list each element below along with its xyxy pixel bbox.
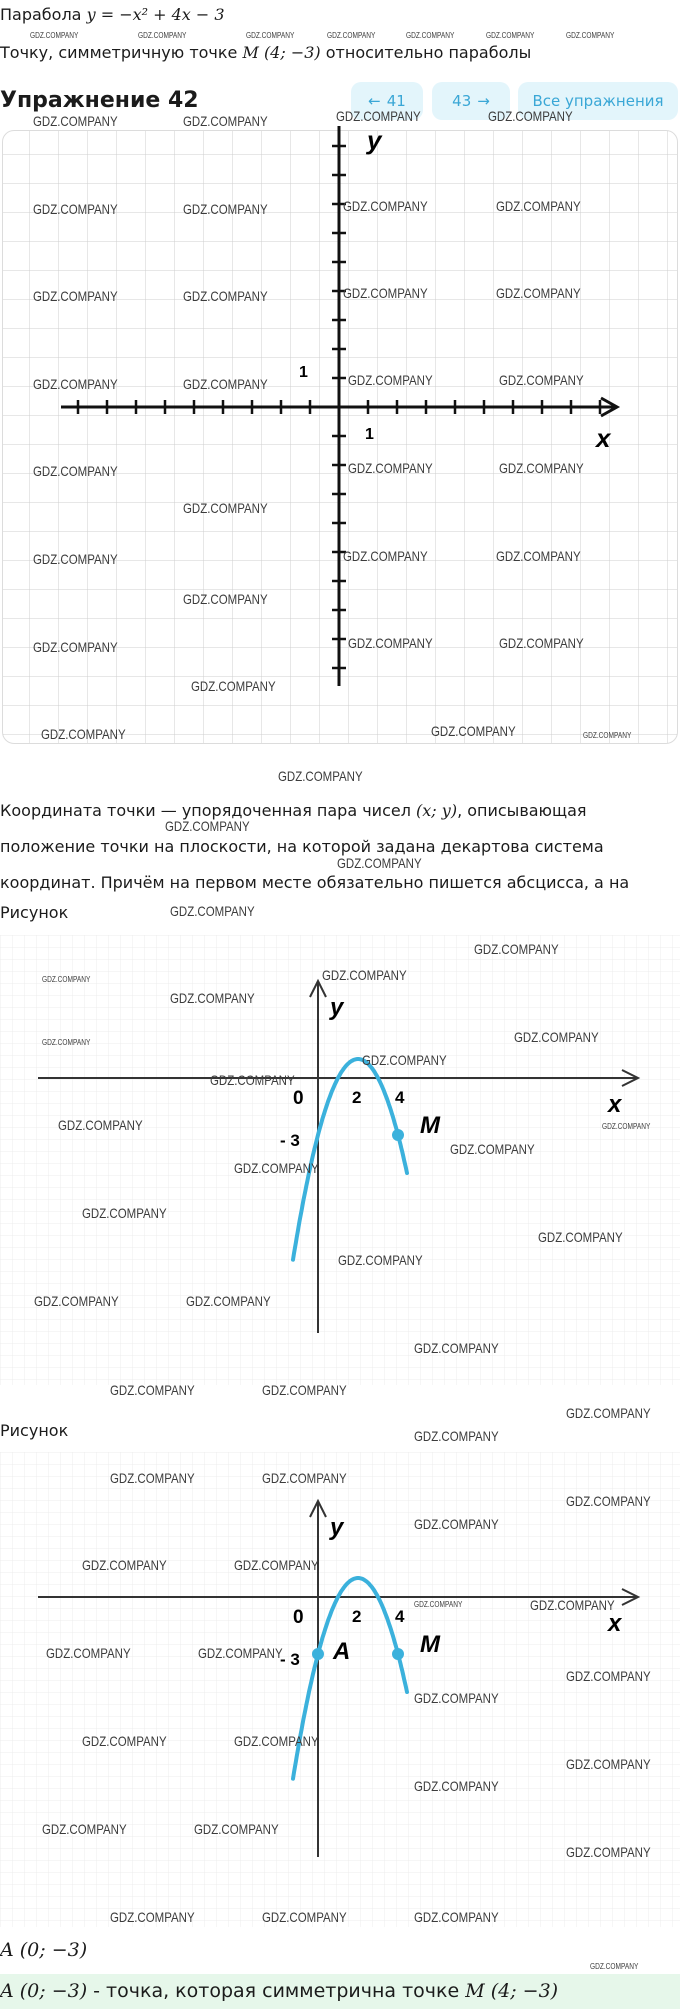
- watermark: GDZ.COMPANY: [499, 460, 584, 476]
- watermark: GDZ.COMPANY: [183, 113, 268, 129]
- watermark: GDZ.COMPANY: [499, 372, 584, 388]
- figure1-tick-2: 2: [352, 1088, 362, 1107]
- figure2-tick-4: 4: [395, 1607, 405, 1626]
- watermark: GDZ.COMPANY: [488, 108, 573, 124]
- watermark: GDZ.COMPANY: [566, 1844, 651, 1860]
- watermark: GDZ.COMPANY: [414, 1600, 463, 1609]
- watermark: GDZ.COMPANY: [262, 1470, 347, 1486]
- watermark: GDZ.COMPANY: [183, 201, 268, 217]
- watermark: GDZ.COMPANY: [496, 285, 581, 301]
- watermark: GDZ.COMPANY: [234, 1557, 319, 1573]
- watermark: GDZ.COMPANY: [170, 990, 255, 1006]
- watermark: GDZ.COMPANY: [33, 113, 118, 129]
- watermark: GDZ.COMPANY: [191, 678, 276, 694]
- watermark: GDZ.COMPANY: [82, 1733, 167, 1749]
- watermark: GDZ.COMPANY: [41, 726, 126, 742]
- watermark: GDZ.COMPANY: [34, 1293, 119, 1309]
- watermark: GDZ.COMPANY: [234, 1160, 319, 1176]
- watermark: GDZ.COMPANY: [183, 376, 268, 392]
- watermark: GDZ.COMPANY: [327, 31, 376, 40]
- figure2-y-label: y: [330, 1514, 344, 1541]
- watermark: GDZ.COMPANY: [337, 855, 422, 871]
- watermark: GDZ.COMPANY: [414, 1778, 499, 1794]
- watermark: GDZ.COMPANY: [183, 591, 268, 607]
- watermark: GDZ.COMPANY: [348, 635, 433, 651]
- figure1: [0, 935, 680, 1385]
- watermark: GDZ.COMPANY: [58, 1117, 143, 1133]
- watermark: GDZ.COMPANY: [414, 1909, 499, 1925]
- watermark: GDZ.COMPANY: [198, 1645, 283, 1661]
- watermark: GDZ.COMPANY: [246, 31, 295, 40]
- watermark: GDZ.COMPANY: [343, 285, 428, 301]
- watermark: GDZ.COMPANY: [496, 548, 581, 564]
- watermark: GDZ.COMPANY: [414, 1516, 499, 1532]
- paragraph-line-2: положение точки на плоскости, на которой задана декартова система: [0, 837, 604, 856]
- watermark: GDZ.COMPANY: [362, 1052, 447, 1068]
- watermark: GDZ.COMPANY: [262, 1909, 347, 1925]
- figure2-label-m: M: [420, 1631, 440, 1658]
- task-statement: [0, 42, 531, 64]
- final-answer-text: - точка, которая симметрична точке: [87, 1980, 466, 2002]
- watermark: GDZ.COMPANY: [338, 1252, 423, 1268]
- watermark: GDZ.COMPANY: [566, 31, 615, 40]
- watermark: GDZ.COMPANY: [33, 639, 118, 655]
- watermark: GDZ.COMPANY: [414, 1340, 499, 1356]
- figure1-tick-4: 4: [395, 1088, 405, 1107]
- watermark: GDZ.COMPANY: [602, 1122, 651, 1131]
- figure1-plot: [0, 935, 680, 1385]
- watermark: GDZ.COMPANY: [46, 1645, 131, 1661]
- problem-prefix: Парабола: [0, 5, 87, 24]
- figure1-tick-minus3: - 3: [280, 1131, 300, 1150]
- watermark: GDZ.COMPANY: [82, 1205, 167, 1221]
- problem-formula: y = −x² + 4x − 3: [86, 5, 225, 24]
- watermark: GDZ.COMPANY: [138, 31, 187, 40]
- watermark: GDZ.COMPANY: [33, 463, 118, 479]
- watermark: GDZ.COMPANY: [186, 1293, 271, 1309]
- watermark: GDZ.COMPANY: [262, 1382, 347, 1398]
- watermark: GDZ.COMPANY: [343, 198, 428, 214]
- paragraph-line-1: Координата точки — упорядоченная пара чисел (x; y), описывающая: [0, 801, 587, 820]
- arrow-right-icon: →: [477, 92, 490, 110]
- x-axis-label: x: [596, 423, 611, 453]
- figure1-origin-label: 0: [293, 1088, 304, 1109]
- task-suffix: относительно параболы: [320, 43, 532, 62]
- watermark: GDZ.COMPANY: [414, 1428, 499, 1444]
- watermark: GDZ.COMPANY: [278, 768, 363, 784]
- figure2-point-m: [392, 1648, 404, 1660]
- watermark: GDZ.COMPANY: [42, 1038, 91, 1047]
- watermark: GDZ.COMPANY: [566, 1493, 651, 1509]
- watermark: GDZ.COMPANY: [514, 1029, 599, 1045]
- watermark: GDZ.COMPANY: [486, 31, 535, 40]
- y-axis-label: y: [367, 125, 382, 155]
- next-exercise-label: 43: [452, 92, 472, 110]
- paragraph-line-3: координат. Причём на первом месте обязательно пишется абсцисса, а на: [0, 873, 630, 892]
- figure2-caption: Рисунок: [0, 1421, 69, 1440]
- figure2-tick-2: 2: [352, 1607, 362, 1626]
- watermark: GDZ.COMPANY: [566, 1668, 651, 1684]
- watermark: GDZ.COMPANY: [234, 1733, 319, 1749]
- final-answer-banner: [0, 1974, 680, 2009]
- all-exercises-button[interactable]: Все упражнения: [518, 82, 678, 120]
- problem-statement: [0, 4, 225, 26]
- watermark: GDZ.COMPANY: [110, 1909, 195, 1925]
- watermark: GDZ.COMPANY: [33, 201, 118, 217]
- task-prefix: Точку, симметричную точке: [0, 43, 243, 62]
- final-answer-point-a: A (0; −3): [0, 1980, 88, 2002]
- watermark: GDZ.COMPANY: [33, 376, 118, 392]
- watermark: GDZ.COMPANY: [566, 1405, 651, 1421]
- figure2: [0, 1452, 680, 1927]
- watermark: GDZ.COMPANY: [343, 548, 428, 564]
- exercise-title: Упражнение 42: [0, 88, 199, 113]
- figure2-point-a: [312, 1648, 324, 1660]
- watermark: GDZ.COMPANY: [450, 1141, 535, 1157]
- figure1-y-label: y: [330, 994, 344, 1021]
- watermark: GDZ.COMPANY: [414, 1690, 499, 1706]
- watermark: GDZ.COMPANY: [42, 975, 91, 984]
- figure1-point-m: [392, 1129, 404, 1141]
- watermark: GDZ.COMPANY: [170, 903, 255, 919]
- answer-point: A (0; −3): [0, 1939, 88, 1961]
- watermark: GDZ.COMPANY: [33, 288, 118, 304]
- figure1-caption: Рисунок: [0, 903, 69, 922]
- figure1-label-m: M: [420, 1112, 440, 1139]
- definition-paragraph: [0, 793, 660, 901]
- watermark: GDZ.COMPANY: [496, 198, 581, 214]
- watermark: GDZ.COMPANY: [322, 967, 407, 983]
- final-answer-point-m: M (4; −3): [465, 1980, 559, 2002]
- watermark: GDZ.COMPANY: [348, 460, 433, 476]
- watermark: GDZ.COMPANY: [42, 1821, 127, 1837]
- watermark: GDZ.COMPANY: [499, 635, 584, 651]
- watermark: GDZ.COMPANY: [33, 551, 118, 567]
- arrow-left-icon: ←: [368, 92, 381, 110]
- prev-exercise-label: 41: [386, 92, 406, 110]
- figure2-x-label: x: [608, 1610, 622, 1637]
- watermark: GDZ.COMPANY: [110, 1382, 195, 1398]
- watermark: GDZ.COMPANY: [583, 731, 632, 740]
- unit-label-y: 1: [299, 364, 308, 381]
- watermark: GDZ.COMPANY: [336, 108, 421, 124]
- figure2-tick-minus3: - 3: [280, 1650, 300, 1669]
- watermark: GDZ.COMPANY: [530, 1597, 615, 1613]
- watermark: GDZ.COMPANY: [210, 1072, 295, 1088]
- unit-label-x: 1: [365, 426, 374, 443]
- watermark: GDZ.COMPANY: [348, 372, 433, 388]
- watermark: GDZ.COMPANY: [165, 818, 250, 834]
- watermark: GDZ.COMPANY: [110, 1470, 195, 1486]
- coordinate-grid-card: [2, 108, 678, 744]
- watermark: GDZ.COMPANY: [566, 1756, 651, 1772]
- watermark: GDZ.COMPANY: [30, 31, 79, 40]
- watermark: GDZ.COMPANY: [183, 288, 268, 304]
- watermark: GDZ.COMPANY: [590, 1962, 639, 1971]
- watermark: GDZ.COMPANY: [474, 941, 559, 957]
- figure2-origin-label: 0: [293, 1607, 304, 1628]
- figure2-label-a: A: [333, 1638, 351, 1665]
- task-point: M (4; −3): [242, 43, 321, 62]
- watermark: GDZ.COMPANY: [183, 500, 268, 516]
- watermark: GDZ.COMPANY: [431, 723, 516, 739]
- watermark: GDZ.COMPANY: [538, 1229, 623, 1245]
- watermark: GDZ.COMPANY: [406, 31, 455, 40]
- figure1-x-label: x: [608, 1091, 622, 1118]
- watermark: GDZ.COMPANY: [82, 1557, 167, 1573]
- watermark: GDZ.COMPANY: [194, 1821, 279, 1837]
